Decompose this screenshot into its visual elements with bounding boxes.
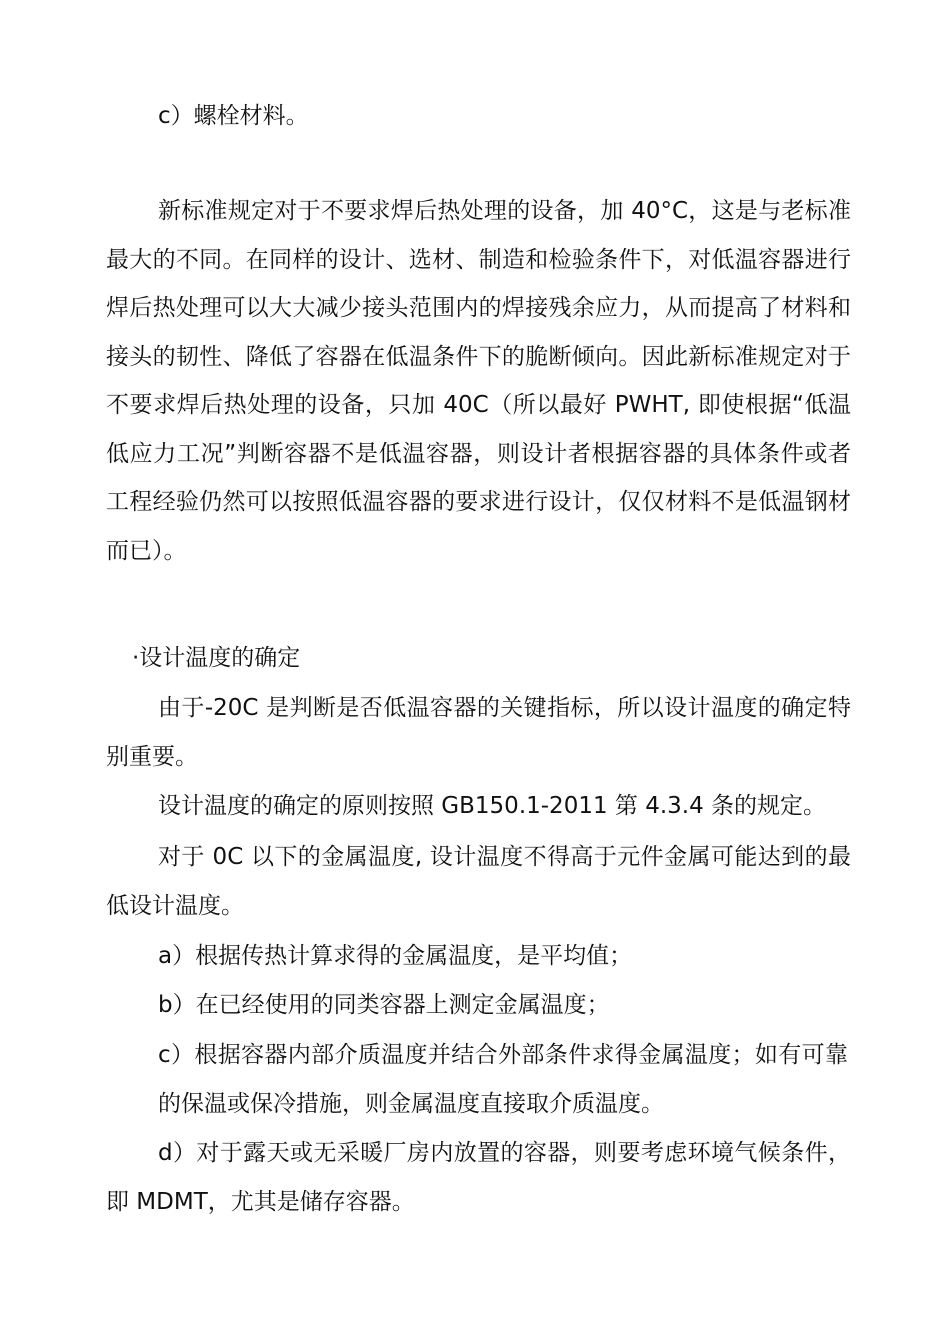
- paragraph-new-standard: 新标准规定对于不要求焊后热处理的设备，加 40°C，这是与老标准最大的不同。在同样的设计、选材、制造和检验条件下，对低温容器进行焊后热处理可以大大减少接头范围内的焊接残余应力，从而提高了材料和接头的韧性、降低了容器在低温条件下的脆断倾向。因此新标准规定对于不要求焊后热处理的设备，只加 40C（所以最好 PWHT, 即使根据“低温低应力工况”判断容器不是低温容器，则设计者根据容器的具体条件或者工程经验仍然可以按照低温容器的要求进行设计，仅仅材料不是低温钢材而已）。: [106, 198, 851, 564]
- list-item-a: a）根据传热计算求得的金属温度，是平均值；: [158, 943, 633, 969]
- paragraph-principle: 设计温度的确定的原则按照 GB150.1-2011 第 4.3.4 条的规定。: [158, 793, 827, 819]
- list-item-d: d）对于露天或无采暖厂房内放置的容器，则要考虑环境气候条件，即 MDMT，尤其是储存容器。: [106, 1140, 851, 1215]
- paragraph-minus20: 由于-20C 是判断是否低温容器的关键指标，所以设计温度的确定特别重要。: [106, 695, 851, 770]
- paragraph-bolt-material: c）螺栓材料。: [158, 103, 309, 129]
- section-heading-design-temperature: ·设计温度的确定: [132, 645, 301, 671]
- paragraph-below-zero: 对于 0C 以下的金属温度, 设计温度不得高于元件金属可能达到的最低设计温度。: [106, 844, 851, 919]
- list-item-c: c）根据容器内部介质温度并结合外部条件求得金属温度；如有可靠的保温或保冷措施，则金属温度直接取介质温度。: [158, 1042, 848, 1117]
- list-item-b: b）在已经使用的同类容器上测定金属温度；: [158, 992, 610, 1018]
